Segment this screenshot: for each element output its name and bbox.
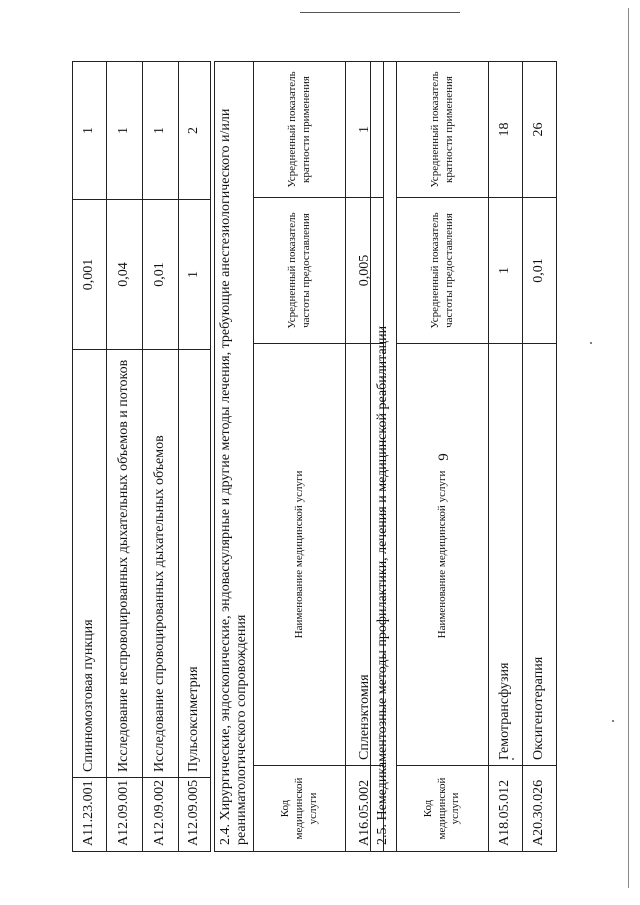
header-code: Код медицинской услуги: [397, 766, 489, 852]
table-row: [179, 62, 211, 852]
multiplicity-value: 1: [346, 62, 384, 198]
header-frequency: Усредненный показатель частоты предоставления: [254, 198, 346, 344]
service-name: Пульсоксиметрия: [179, 350, 211, 778]
service-name: Исследование неспровоцированных дыхательных объемов и потоков: [107, 350, 143, 778]
service-code: A20.30.026: [523, 766, 557, 852]
table-row: [107, 62, 143, 852]
frequency-value: 0,005: [346, 198, 384, 344]
scan-edge-right: [628, 8, 629, 888]
multiplicity-value: 1: [107, 62, 143, 200]
frequency-value: 0,01: [143, 200, 179, 350]
table-row: [489, 61, 523, 851]
frequency-value: 0,01: [523, 198, 557, 344]
header-name: Наименование медицинской услуги: [397, 344, 489, 766]
section-2-5-table: [370, 61, 557, 852]
multiplicity-value: 1: [73, 62, 107, 200]
table-row: [143, 62, 179, 852]
header-name: Наименование медицинской услуги: [254, 344, 346, 766]
frequency-value: 1: [489, 198, 523, 344]
header-code: Код медицинской услуги: [254, 766, 346, 852]
service-code: A12.09.001: [107, 778, 143, 852]
service-code: A18.05.012: [489, 766, 523, 852]
table-header-row: [254, 62, 346, 852]
scan-speck: [590, 342, 592, 344]
frequency-value: 0,001: [73, 200, 107, 350]
service-code: A12.09.002: [143, 778, 179, 852]
table-header-row: [397, 61, 489, 851]
service-name: Спленэктомия: [346, 344, 384, 766]
service-name: Оксигенотерапия: [523, 344, 557, 766]
multiplicity-value: 2: [179, 62, 211, 200]
service-name: Исследование спровоцированных дыхательных объемов: [143, 350, 179, 778]
scan-edge-top: [300, 12, 460, 13]
table-row: [523, 61, 557, 851]
header-multiplicity: Усредненный показатель кратности применения: [254, 62, 346, 198]
frequency-value: 0,04: [107, 200, 143, 350]
multiplicity-value: 26: [523, 61, 557, 197]
service-name: Спинномозговая пункция: [73, 350, 107, 778]
section-2-5-title: 2.5. Немедикаментозные методы профилактики, лечения и медицинской реабилитации: [371, 61, 397, 851]
rotated-page: [66, 42, 586, 852]
service-code: A16.05.002: [346, 766, 384, 852]
services-table-continued: [72, 61, 211, 852]
multiplicity-value: 1: [143, 62, 179, 200]
multiplicity-value: 18: [489, 61, 523, 197]
scan-speck: [612, 720, 614, 722]
header-multiplicity: Усредненный показатель кратности применения: [397, 61, 489, 197]
service-code: A12.09.005: [179, 778, 211, 852]
page-number: 9: [436, 453, 452, 461]
header-frequency: Усредненный показатель частоты предоставления: [397, 198, 489, 344]
section-title-row: [371, 61, 397, 851]
service-code: A11.23.001: [73, 778, 107, 852]
section-2-4-table: [214, 61, 384, 852]
service-name: Гемотрансфузия: [489, 344, 523, 766]
section-2-4-title: 2.4. Хирургические, эндоскопические, эндоваскулярные и другие методы лечения, требующие анестезиологического и/или реаниматологического сопровождения: [215, 62, 254, 852]
section-title-row: [215, 62, 254, 852]
table-row: [73, 62, 107, 852]
frequency-value: 1: [179, 200, 211, 350]
